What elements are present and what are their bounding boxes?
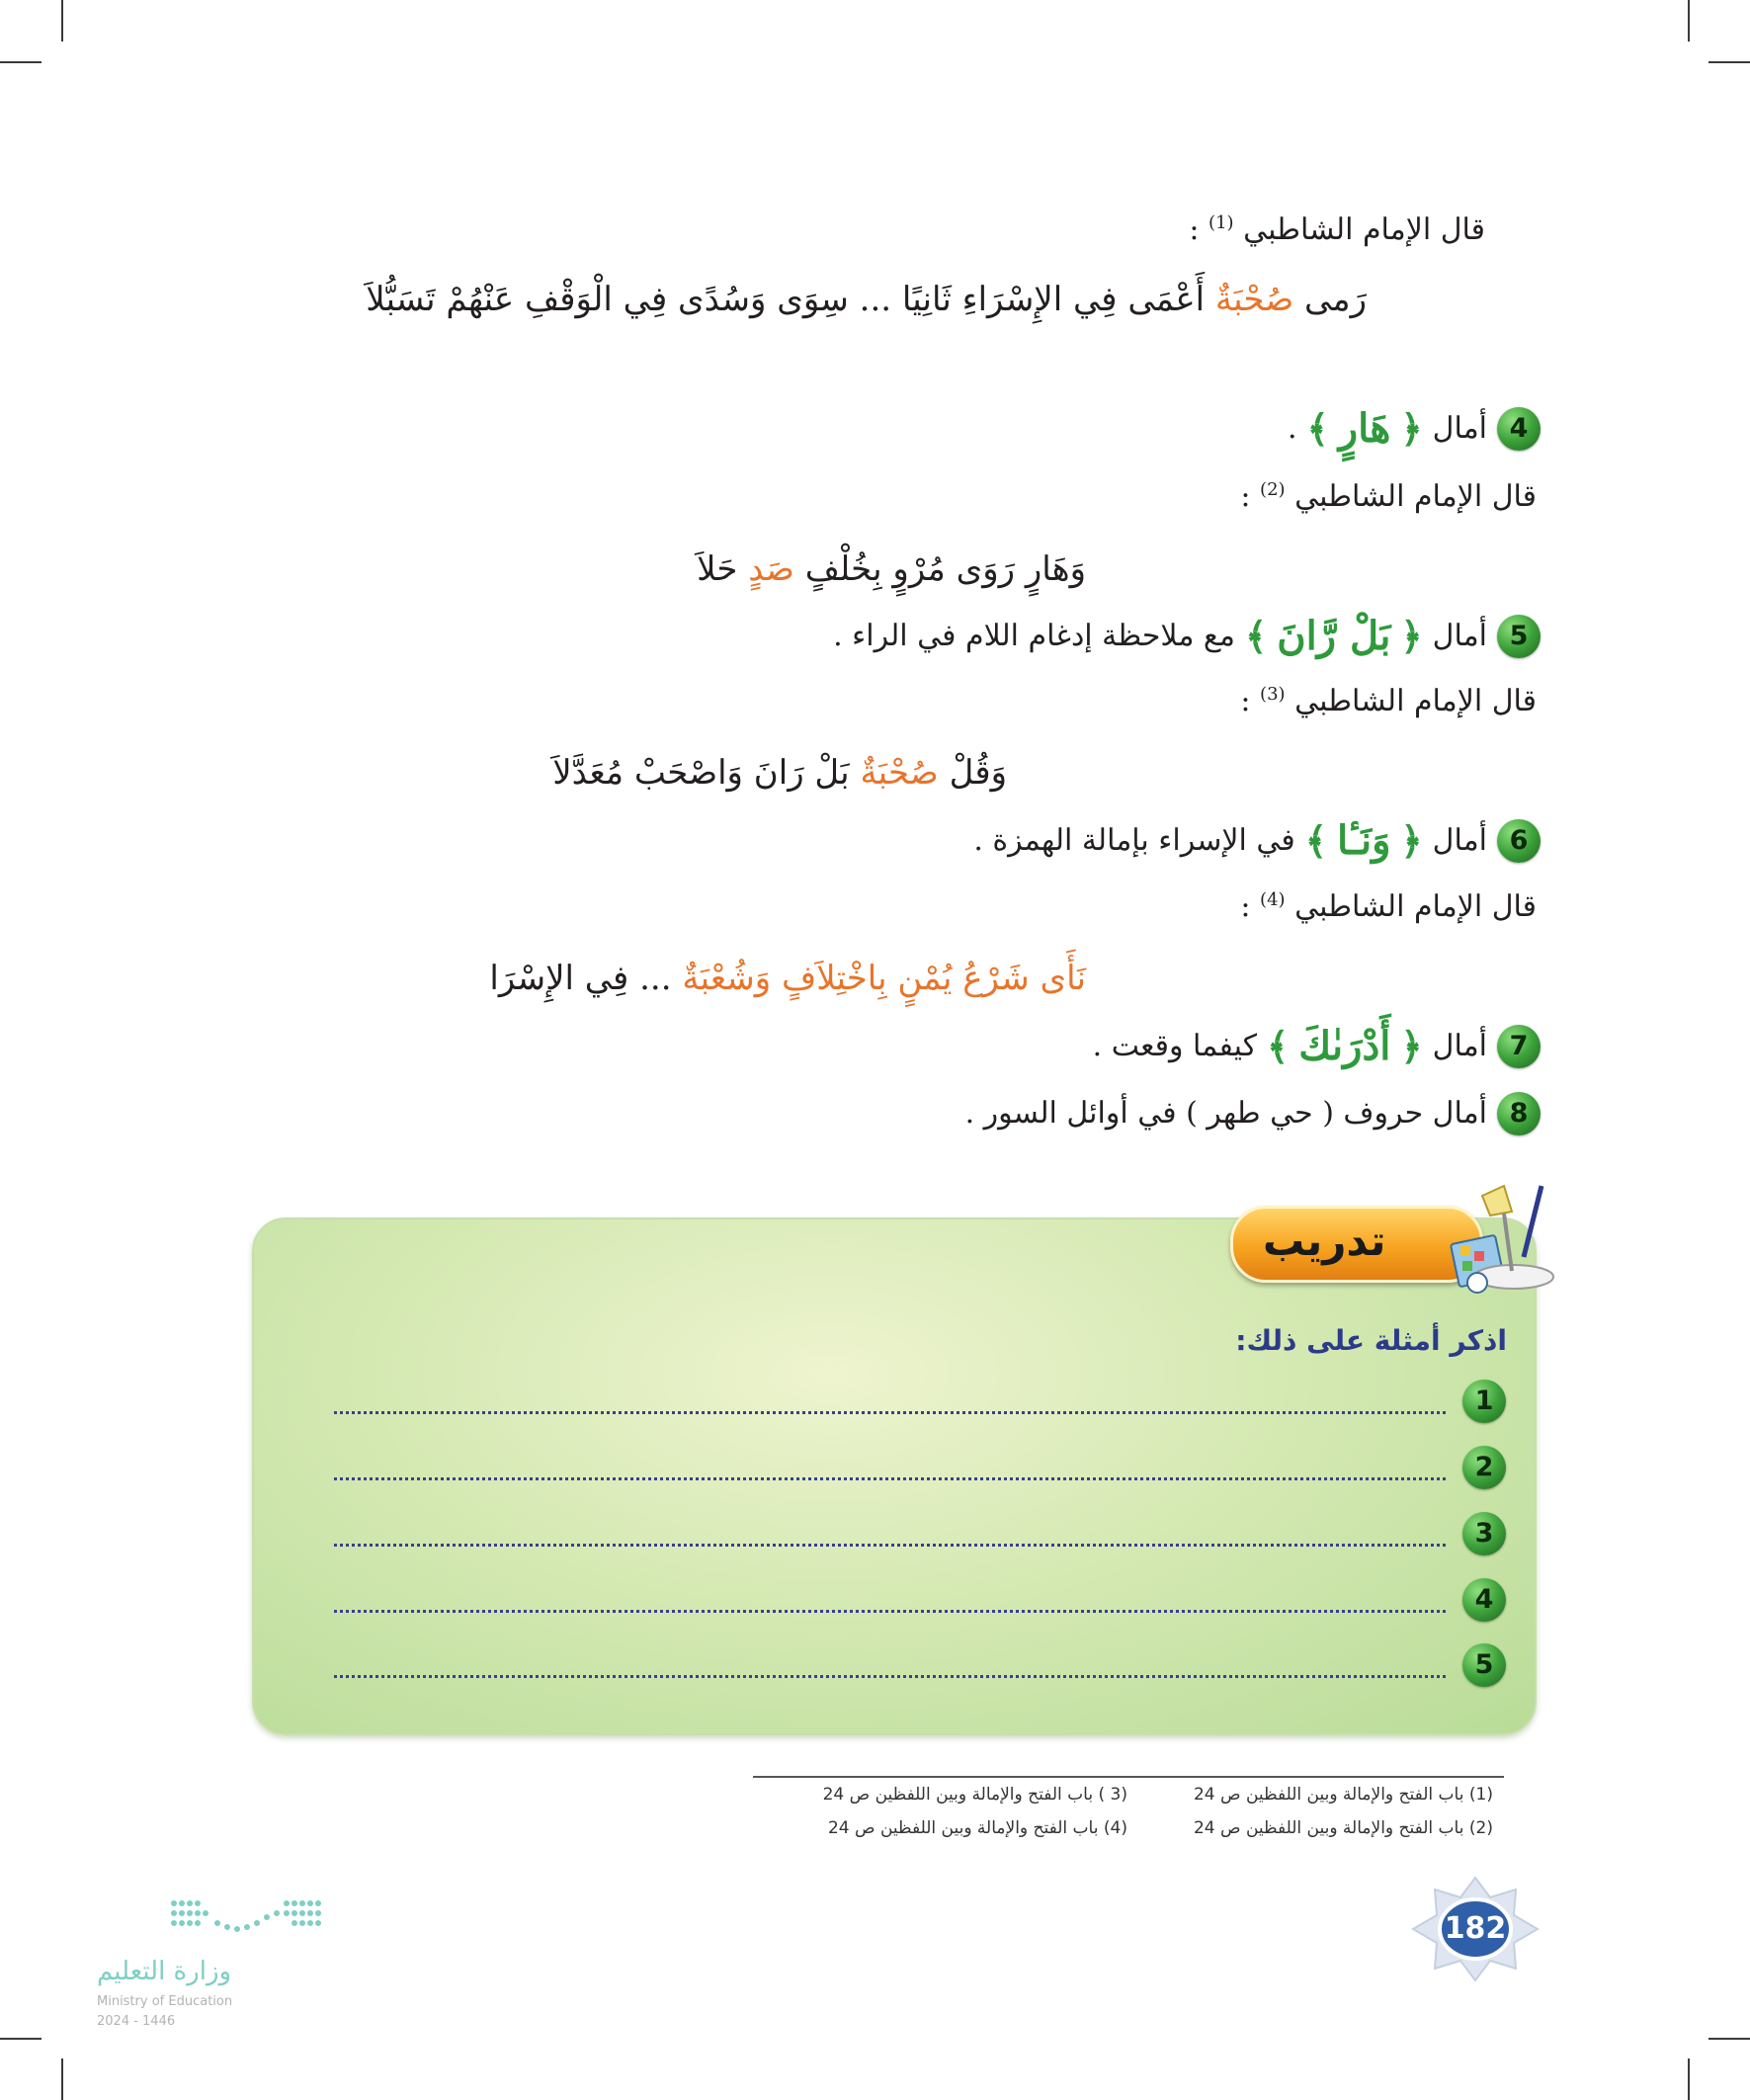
exercise-tab: تدريب — [1230, 1206, 1483, 1283]
number-badge: 4 — [1462, 1578, 1506, 1622]
list-item: 5 أمال ﴿ بَلْ رَّانَ ﴾ مع ملاحظة إدغام اللام في الراء . — [833, 613, 1541, 660]
quran-bracket-icon: ﴾ — [1306, 406, 1329, 452]
quran-bracket-icon: ﴿ — [1400, 406, 1423, 452]
ministry-logo-icon — [168, 1895, 326, 1945]
number-badge: 6 — [1497, 819, 1541, 863]
list-item: 8 أمال حروف ( حي طهر ) في أوائل السور . — [965, 1092, 1541, 1135]
verse-4: نَأَى شَرْعُ يُمْنٍ بِاخْتِلاَفٍ وَشُعْبَةٌ ... فِي الإِسْرَا — [489, 959, 1086, 998]
answer-line-3[interactable] — [334, 1544, 1446, 1547]
quote-intro-1: قال الإمام الشاطبي $^{(1)}$ : — [1189, 212, 1485, 247]
ministry-name-en: Ministry of Education — [97, 1994, 233, 2009]
crop-mark — [1708, 2038, 1750, 2040]
answer-line-2[interactable] — [334, 1477, 1446, 1480]
quote-intro-2: قال الإمام الشاطبي $^{(2)}$ : — [1240, 479, 1537, 514]
number-badge: 7 — [1497, 1025, 1541, 1068]
footnote: (3 ) باب الفتح والإمالة وبين اللفظين ص 24 — [822, 1785, 1127, 1805]
verse-2: وَهَارٍ رَوَى مُرْوٍ بِخُلْفٍ صَدٍ حَلاَ — [697, 549, 1086, 589]
quran-bracket-icon: ﴾ — [1304, 818, 1328, 864]
quran-bracket-icon: ﴿ — [1400, 1024, 1423, 1069]
footnote-rule — [753, 1776, 1504, 1778]
crop-mark — [1708, 61, 1750, 63]
crop-mark — [0, 61, 42, 63]
number-badge: 3 — [1462, 1512, 1506, 1555]
ministry-name-ar: وزارة التعليم — [97, 1957, 232, 1986]
crop-mark — [61, 2058, 63, 2100]
crop-mark — [1688, 0, 1690, 42]
number-badge: 8 — [1497, 1092, 1541, 1135]
footnote: (4) باب الفتح والإمالة وبين اللفظين ص 24 — [827, 1818, 1127, 1838]
list-item: 4 أمال ﴿ هَارٍ ﴾ . — [1288, 405, 1541, 453]
footnote: (1) باب الفتح والإمالة وبين اللفظين ص 24 — [1193, 1785, 1493, 1805]
answer-line-4[interactable] — [334, 1610, 1446, 1613]
crop-mark — [0, 2038, 42, 2040]
number-badge: 1 — [1462, 1380, 1506, 1423]
desk-lamp-icon — [1443, 1176, 1561, 1304]
quran-bracket-icon: ﴾ — [1267, 1024, 1290, 1069]
answer-line-5[interactable] — [334, 1675, 1446, 1678]
number-badge: 5 — [1497, 615, 1541, 658]
verse-1: رَمى صُحْبَةٌ أَعْمَى فِي الإِسْرَاءِ ثَانِيًا ... سِوَى وَسُدًى فِي الْوَقْفِ عَنْهُمْ تَسَبُّلاَ — [366, 280, 1367, 319]
quran-bracket-icon: ﴾ — [1244, 614, 1268, 659]
page-number-badge — [1411, 1876, 1540, 1982]
crop-mark — [61, 0, 63, 42]
number-badge: 4 — [1497, 407, 1541, 451]
page-number: 182 — [1444, 1911, 1507, 1946]
exercise-prompt: اذكر أمثلة على ذلك: — [1235, 1324, 1507, 1357]
footnote: (2) باب الفتح والإمالة وبين اللفظين ص 24 — [1193, 1818, 1493, 1838]
list-item: 7 أمال ﴿ أَدْرَىٰكَ ﴾ كيفما وقعت . — [1093, 1023, 1541, 1070]
quran-bracket-icon: ﴿ — [1400, 818, 1423, 864]
answer-line-1[interactable] — [334, 1411, 1446, 1414]
list-item: 6 أمال ﴿ وَنَـٔا ﴾ في الإسراء بإمالة الهمزة . — [973, 817, 1541, 865]
quote-intro-4: قال الإمام الشاطبي $^{(4)}$ : — [1240, 889, 1537, 924]
number-badge: 5 — [1462, 1643, 1506, 1687]
exercise-panel — [252, 1218, 1537, 1735]
crop-mark — [1688, 2058, 1690, 2100]
quran-bracket-icon: ﴿ — [1400, 614, 1423, 659]
number-badge: 2 — [1462, 1446, 1506, 1489]
quote-intro-3: قال الإمام الشاطبي $^{(3)}$ : — [1240, 684, 1537, 718]
ministry-year: 2024 - 1446 — [97, 2014, 176, 2029]
verse-3: وَقُلْ صُحْبَةٌ بَلْ رَانَ وَاصْحَبْ مُعَدَّلاَ — [552, 753, 1007, 793]
